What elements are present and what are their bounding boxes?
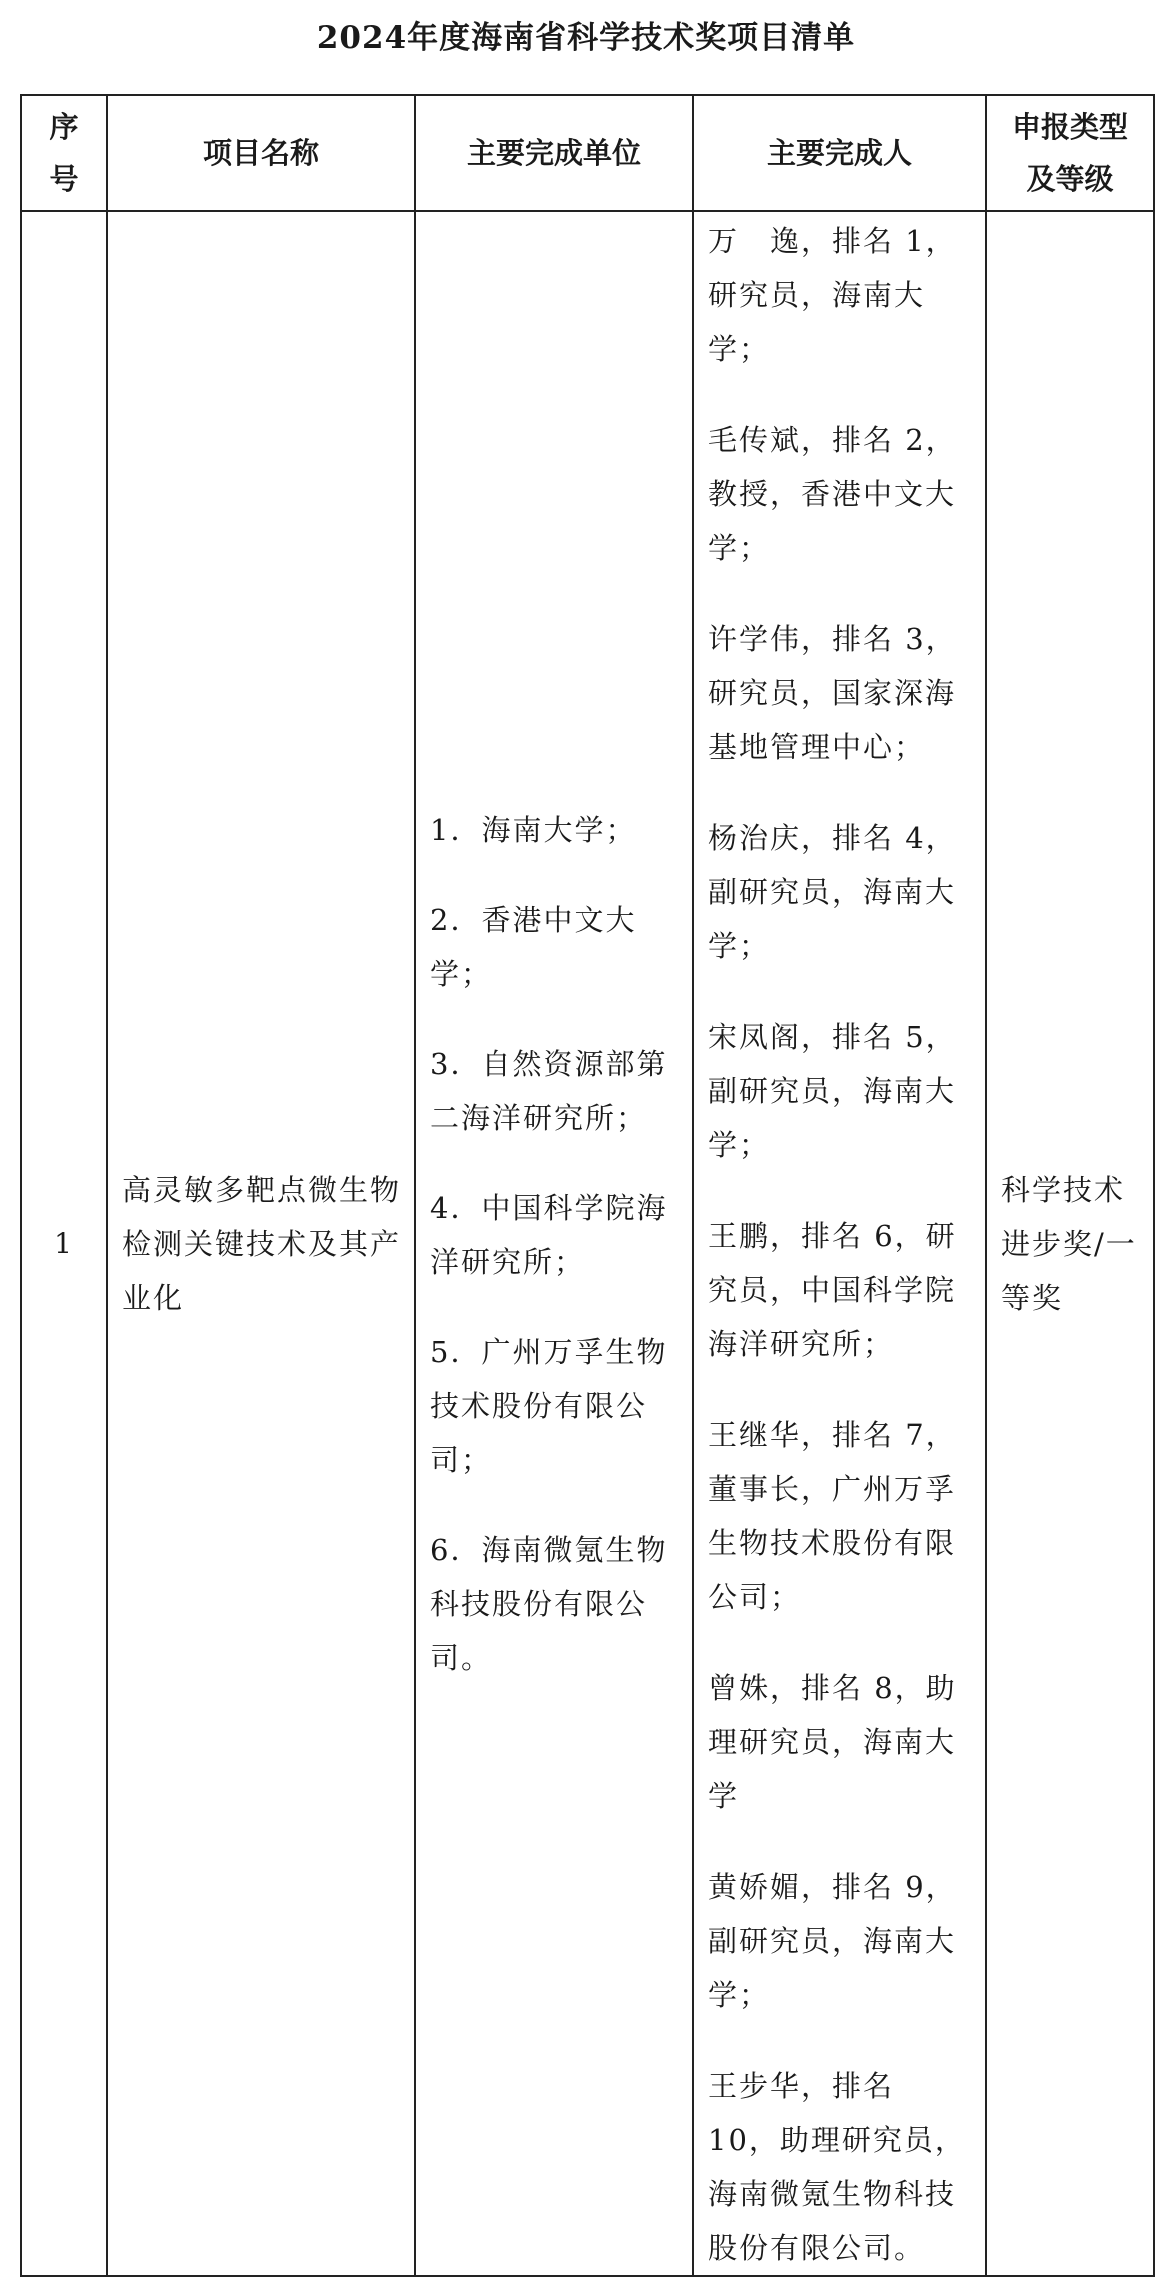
person-item: 黄娇媚，排名 9，副研究员，海南大学； bbox=[708, 1870, 957, 2012]
cell-award-type: 科学技术进步奖/一等奖 bbox=[986, 211, 1154, 2276]
header-main-units: 主要完成单位 bbox=[415, 95, 693, 211]
table-row bbox=[21, 211, 1154, 2276]
person-item: 万 逸，排名 1，研究员，海南大学； bbox=[708, 224, 957, 366]
header-main-people: 主要完成人 bbox=[693, 95, 986, 211]
person-item: 杨治庆，排名 4，副研究员，海南大学； bbox=[708, 821, 957, 963]
table-header-row bbox=[21, 95, 1154, 211]
person-item: 王鹏，排名 6，研究员，中国科学院海洋研究所； bbox=[708, 1219, 957, 1361]
cell-main-units bbox=[415, 211, 693, 2276]
person-item: 王步华，排名 10，助理研究员，海南微氪生物科技股份有限公司。 bbox=[708, 2069, 966, 2265]
person-item: 曾姝，排名 8，助理研究员，海南大学 bbox=[708, 1671, 957, 1813]
person-item: 许学伟，排名 3，研究员，国家深海基地管理中心； bbox=[708, 622, 957, 764]
unit-item: 2．香港中文大学； bbox=[430, 902, 637, 991]
header-seq-line-2: 号 bbox=[49, 162, 79, 196]
unit-item: 6．海南微氪生物科技股份有限公司。 bbox=[430, 1532, 668, 1675]
header-award-type-line-1: 申报类型 bbox=[1011, 110, 1128, 144]
unit-item: 1．海南大学； bbox=[430, 812, 637, 847]
cell-project-name: 高灵敏多靶点微生物检测关键技术及其产业化 bbox=[107, 211, 415, 2276]
header-award-type bbox=[986, 95, 1154, 211]
award-project-table bbox=[20, 94, 1155, 2277]
person-item: 王继华，排名 7，董事长，广州万孚生物技术股份有限公司； bbox=[708, 1418, 957, 1614]
header-seq-line-1: 序 bbox=[49, 110, 79, 144]
cell-main-people bbox=[693, 211, 986, 2276]
document-title: 2024年度海南省科学技术奖项目清单 bbox=[316, 20, 856, 56]
person-item: 毛传斌，排名 2，教授，香港中文大学； bbox=[708, 423, 957, 565]
unit-item: 3．自然资源部第二海洋研究所； bbox=[430, 1046, 668, 1135]
person-item: 宋凤阁，排名 5，副研究员，海南大学； bbox=[708, 1020, 957, 1162]
unit-item: 5．广州万孚生物技术股份有限公司； bbox=[430, 1334, 668, 1477]
header-seq bbox=[21, 95, 107, 211]
header-project-name: 项目名称 bbox=[107, 95, 415, 211]
header-award-type-line-2: 及等级 bbox=[1026, 162, 1114, 196]
cell-seq: 1 bbox=[21, 211, 107, 2276]
unit-item: 4．中国科学院海洋研究所； bbox=[430, 1190, 668, 1279]
